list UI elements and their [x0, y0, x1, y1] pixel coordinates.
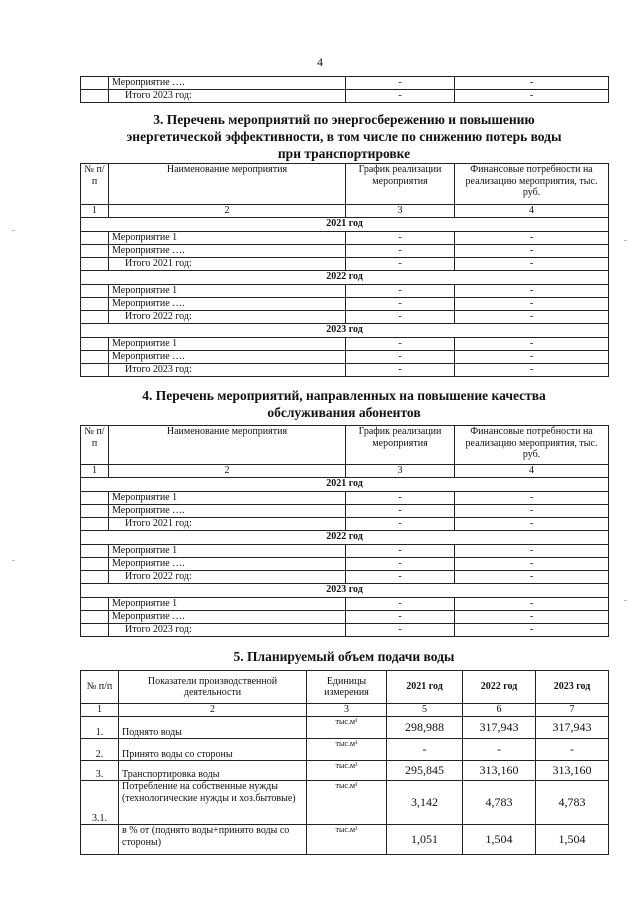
table-row [81, 338, 609, 351]
unit-cell: тыс.м³ [307, 761, 387, 781]
finance-cell: - [455, 311, 609, 324]
value-2022: 313,160 [463, 761, 536, 781]
activity-name: Мероприятие …. [109, 298, 346, 311]
total-label: Итого 2022 год: [109, 571, 346, 584]
schedule-cell: - [346, 505, 455, 518]
row-number: 2. [81, 739, 119, 761]
year-row [81, 324, 609, 338]
table-row [81, 624, 609, 637]
activity-name: Мероприятие 1 [109, 598, 346, 611]
table-row [81, 492, 609, 505]
section4-title [80, 387, 608, 421]
finance-cell: - [455, 245, 609, 258]
header-row [81, 164, 609, 205]
schedule-cell: - [346, 518, 455, 531]
col-number: 1 [81, 704, 119, 717]
value-2022: - [463, 739, 536, 761]
schedule-cell: - [346, 245, 455, 258]
col-number: 1 [81, 205, 109, 218]
total-label: Итого 2022 год: [109, 311, 346, 324]
section3-title-line: при транспортировке [277, 146, 411, 161]
table-row [81, 739, 609, 761]
table-row [81, 505, 609, 518]
value-2022: 1,504 [463, 825, 536, 855]
section4-title-line: 4. Перечень мероприятий, направленных на повышение качества [142, 388, 546, 403]
value-2021: 298,988 [387, 717, 463, 739]
value-2021: - [387, 739, 463, 761]
section3-table [80, 163, 608, 377]
row-number: 3.1. [81, 781, 119, 825]
col-header-finance: Финансовые потребности на реализацию мероприятия, тыс. руб. [455, 426, 609, 465]
value-2021: 1,051 [387, 825, 463, 855]
finance-cell: - [455, 598, 609, 611]
schedule-cell: - [346, 598, 455, 611]
col-header-num: № п/п [81, 426, 109, 465]
col-header-2021: 2021 год [387, 671, 463, 704]
table-row [81, 258, 609, 271]
year-row [81, 478, 609, 492]
total-label: Итого 2023 год: [109, 624, 346, 637]
activity-name: Мероприятие …. [109, 558, 346, 571]
finance-cell: - [455, 558, 609, 571]
activity-name: Мероприятие 1 [109, 492, 346, 505]
activity-name: Мероприятие …. [109, 505, 346, 518]
schedule-cell: - [346, 558, 455, 571]
table-row [81, 311, 609, 324]
year-label: 2023 год [81, 584, 609, 598]
schedule-cell: - [346, 298, 455, 311]
section4-table [80, 425, 608, 637]
col-header-2022: 2022 год [463, 671, 536, 704]
col-header-name: Наименование мероприятия [109, 426, 346, 465]
table-row [81, 364, 609, 377]
value-2023: 1,504 [536, 825, 609, 855]
finance-cell: - [455, 492, 609, 505]
finance-cell: - [455, 77, 609, 90]
indicator-name: Поднято воды [119, 717, 307, 739]
finance-cell: - [455, 338, 609, 351]
activity-name: Мероприятие …. [109, 77, 346, 90]
indicator-name: в % от (поднято воды+принято воды со стороны) [119, 825, 307, 855]
schedule-cell: - [346, 311, 455, 324]
year-row [81, 584, 609, 598]
schedule-cell: - [346, 364, 455, 377]
page-number: 4 [317, 55, 323, 69]
table-row [81, 761, 609, 781]
column-number-row [81, 205, 609, 218]
col-number: 2 [109, 205, 346, 218]
section5-table [80, 670, 608, 855]
schedule-cell: - [346, 258, 455, 271]
activity-name: Мероприятие …. [109, 245, 346, 258]
year-label: 2022 год [81, 531, 609, 545]
col-number: 3 [346, 205, 455, 218]
finance-cell: - [455, 90, 609, 103]
unit-cell: тыс.м³ [307, 717, 387, 739]
table-row [81, 825, 609, 855]
col-number: 2 [119, 704, 307, 717]
value-2023: - [536, 739, 609, 761]
finance-cell: - [455, 545, 609, 558]
indicator-name: Принято воды со стороны [119, 739, 307, 761]
scan-mark [12, 560, 15, 561]
total-label: Итого 2021 год: [109, 258, 346, 271]
total-label: Итого 2021 год: [109, 518, 346, 531]
scan-mark [624, 600, 627, 601]
finance-cell: - [455, 285, 609, 298]
year-row [81, 218, 609, 232]
total-label: Итого 2023 год: [109, 90, 346, 103]
value-2022: 317,943 [463, 717, 536, 739]
table-row [81, 571, 609, 584]
col-header-schedule: График реализации мероприятия [346, 426, 455, 465]
col-number: 4 [455, 205, 609, 218]
value-2023: 317,943 [536, 717, 609, 739]
activity-name: Мероприятие 1 [109, 338, 346, 351]
finance-cell: - [455, 624, 609, 637]
row-number: 1. [81, 717, 119, 739]
table-row [81, 90, 609, 103]
col-header-finance: Финансовые потребности на реализацию мероприятия, тыс. руб. [455, 164, 609, 205]
finance-cell: - [455, 232, 609, 245]
finance-cell: - [455, 505, 609, 518]
table-row [81, 598, 609, 611]
table-row [81, 558, 609, 571]
finance-cell: - [455, 351, 609, 364]
indicator-name: Транспортировка воды [119, 761, 307, 781]
col-header-indicator: Показатели производственной деятельности [119, 671, 307, 704]
column-number-row [81, 465, 609, 478]
col-header-unit: Единицы измерения [307, 671, 387, 704]
year-label: 2021 год [81, 218, 609, 232]
unit-cell: тыс.м³ [307, 781, 387, 825]
table-row [81, 298, 609, 311]
table-row [81, 545, 609, 558]
col-number: 3 [346, 465, 455, 478]
table-row [81, 285, 609, 298]
activity-name: Мероприятие 1 [109, 545, 346, 558]
scan-mark [624, 240, 627, 241]
schedule-cell: - [346, 351, 455, 364]
schedule-cell: - [346, 77, 455, 90]
section3-title [80, 111, 608, 162]
header-row [81, 426, 609, 465]
schedule-cell: - [346, 545, 455, 558]
schedule-cell: - [346, 624, 455, 637]
finance-cell: - [455, 518, 609, 531]
schedule-cell: - [346, 232, 455, 245]
table-row [81, 351, 609, 364]
value-2022: 4,783 [463, 781, 536, 825]
schedule-cell: - [346, 571, 455, 584]
col-number: 6 [463, 704, 536, 717]
activity-name: Мероприятие …. [109, 351, 346, 364]
section3-title-line: энергетической эффективности, в том числе по снижению потерь воды [126, 129, 562, 144]
schedule-cell: - [346, 338, 455, 351]
col-number: 7 [536, 704, 609, 717]
value-2021: 295,845 [387, 761, 463, 781]
table-row [81, 77, 609, 90]
finance-cell: - [455, 258, 609, 271]
scan-mark [12, 230, 15, 231]
table-row [81, 611, 609, 624]
year-label: 2023 год [81, 324, 609, 338]
year-label: 2021 год [81, 478, 609, 492]
finance-cell: - [455, 571, 609, 584]
schedule-cell: - [346, 611, 455, 624]
section5-title: 5. Планируемый объем подачи воды [233, 649, 455, 664]
continuation-table [80, 76, 608, 103]
finance-cell: - [455, 611, 609, 624]
col-number: 5 [387, 704, 463, 717]
indicator-name: Потребление на собственные нужды (технологические нужды и хоз.бытовые) [119, 781, 307, 825]
col-number: 3 [307, 704, 387, 717]
table-row [81, 717, 609, 739]
table-row [81, 781, 609, 825]
year-label: 2022 год [81, 271, 609, 285]
year-row [81, 531, 609, 545]
value-2021: 3,142 [387, 781, 463, 825]
unit-cell: тыс.м³ [307, 825, 387, 855]
column-number-row [81, 704, 609, 717]
col-header-name: Наименование мероприятия [109, 164, 346, 205]
finance-cell: - [455, 364, 609, 377]
value-2023: 313,160 [536, 761, 609, 781]
table-row [81, 245, 609, 258]
value-2023: 4,783 [536, 781, 609, 825]
col-number: 2 [109, 465, 346, 478]
row-number: 3. [81, 761, 119, 781]
section3-title-line: 3. Перечень мероприятий по энергосбережению и повышению [153, 112, 535, 127]
finance-cell: - [455, 298, 609, 311]
schedule-cell: - [346, 90, 455, 103]
col-header-num: № п/п [81, 671, 119, 704]
col-header-schedule: График реализации мероприятия [346, 164, 455, 205]
total-label: Итого 2023 год: [109, 364, 346, 377]
activity-name: Мероприятие …. [109, 611, 346, 624]
col-header-2023: 2023 год [536, 671, 609, 704]
col-number: 4 [455, 465, 609, 478]
activity-name: Мероприятие 1 [109, 232, 346, 245]
section4-title-line: обслуживания абонентов [267, 405, 421, 420]
unit-cell: тыс.м³ [307, 739, 387, 761]
col-number: 1 [81, 465, 109, 478]
year-row [81, 271, 609, 285]
schedule-cell: - [346, 285, 455, 298]
header-row [81, 671, 609, 704]
activity-name: Мероприятие 1 [109, 285, 346, 298]
table-row [81, 518, 609, 531]
row-number [81, 825, 119, 855]
schedule-cell: - [346, 492, 455, 505]
col-header-num: № п/п [81, 164, 109, 205]
table-row [81, 232, 609, 245]
